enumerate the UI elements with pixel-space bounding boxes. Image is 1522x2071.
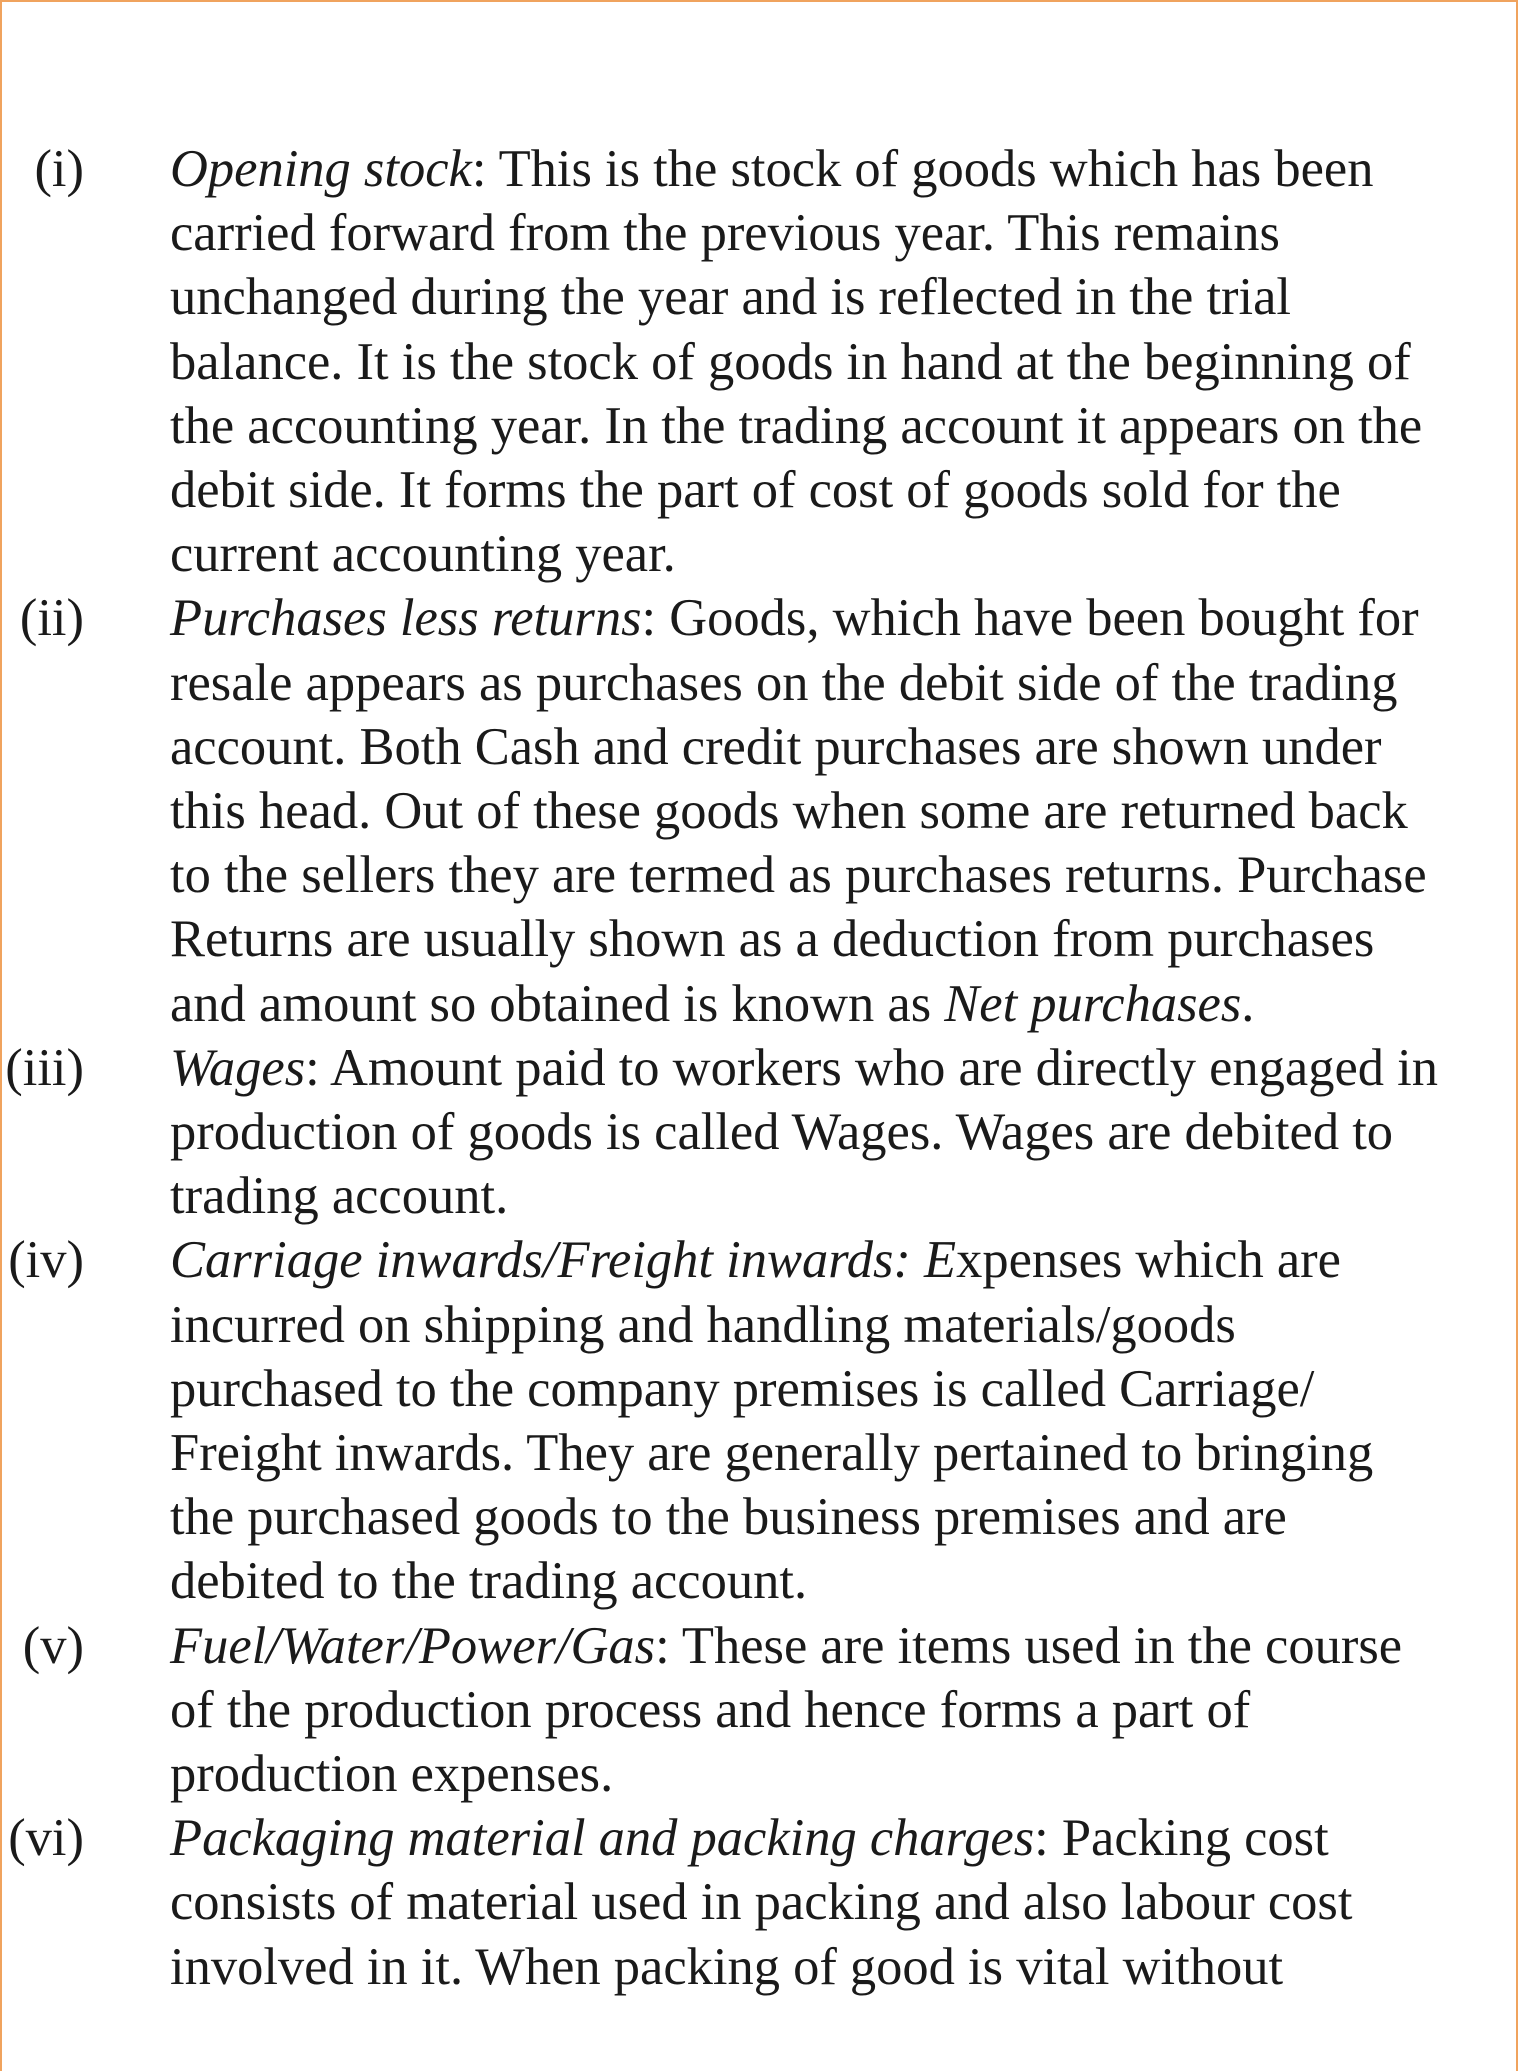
- definition-list: [2, 137, 1522, 1999]
- item-separator: :: [471, 140, 499, 198]
- list-item-carriage-inwards: [2, 1228, 1440, 1613]
- list-item-packaging-material: [2, 1806, 1440, 1999]
- item-separator: :: [305, 1038, 330, 1097]
- item-term: Packaging material and packing charges: [170, 1809, 1035, 1868]
- item-text: This is the stock of goods which has been carried forward from the previous year. This remains unchanged during the year and is reflected in the trial balance. It is the stock of goods in hand at the beginning of the accounting year. In the trading account it appears on the debit side. It forms the part of cost of goods sold for the current accounting year.: [170, 140, 1423, 584]
- item-separator: :: [1034, 1809, 1062, 1868]
- item-text: Goods, which have been bought for resale appears as purchases on the debit side of the trading account. Both Cash and credit purchases are shown under this head. Out of these goods when some are returned back to the sellers they are termed as purchases returns. Purchase Returns are usually shown as a deduction from purchases and amount so obtained is known as: [170, 589, 1427, 1033]
- item-number: (vi): [8, 1809, 84, 1868]
- item-term: Opening stock: [170, 140, 472, 198]
- item-number: (iv): [8, 1231, 84, 1290]
- item-italic-phrase: Net purchases: [944, 974, 1242, 1033]
- list-item-fuel-water-power-gas: [2, 1614, 1440, 1807]
- item-term: Wages: [170, 1038, 306, 1097]
- item-text: Amount paid to workers who are directly engaged in production of goods is called Wages. Wages are debited to trading account.: [170, 1038, 1438, 1226]
- item-term: Carriage inwards/Freight inwards: E: [170, 1231, 957, 1290]
- item-tail: .: [1241, 974, 1255, 1033]
- item-text: xpenses which are incurred on shipping and handling materials/goods purchased to the company premises is called Carriage/ Freight inwards. They are generally pertained to bringing the purchased goods to the business premises and are debited to the trading account.: [170, 1231, 1374, 1611]
- list-item-purchases-less-returns: [2, 586, 1440, 1035]
- list-item-wages: [2, 1036, 1440, 1229]
- item-number: (ii): [19, 589, 84, 648]
- item-term: Purchases less returns: [170, 589, 642, 648]
- item-separator: :: [655, 1616, 682, 1675]
- item-number: (i): [34, 140, 84, 198]
- item-separator: :: [641, 589, 670, 648]
- item-term: Fuel/Water/Power/Gas: [170, 1616, 656, 1675]
- item-text: Packing cost consists of material used in packing and also labour cost involved in it. When packing of good is vital without: [170, 1809, 1353, 1996]
- item-text: These are items used in the course of the production process and hence forms a part of production expenses.: [170, 1616, 1403, 1804]
- item-number: (iii): [5, 1038, 84, 1097]
- list-item-opening-stock: [2, 137, 1440, 586]
- item-number: (v): [22, 1616, 84, 1675]
